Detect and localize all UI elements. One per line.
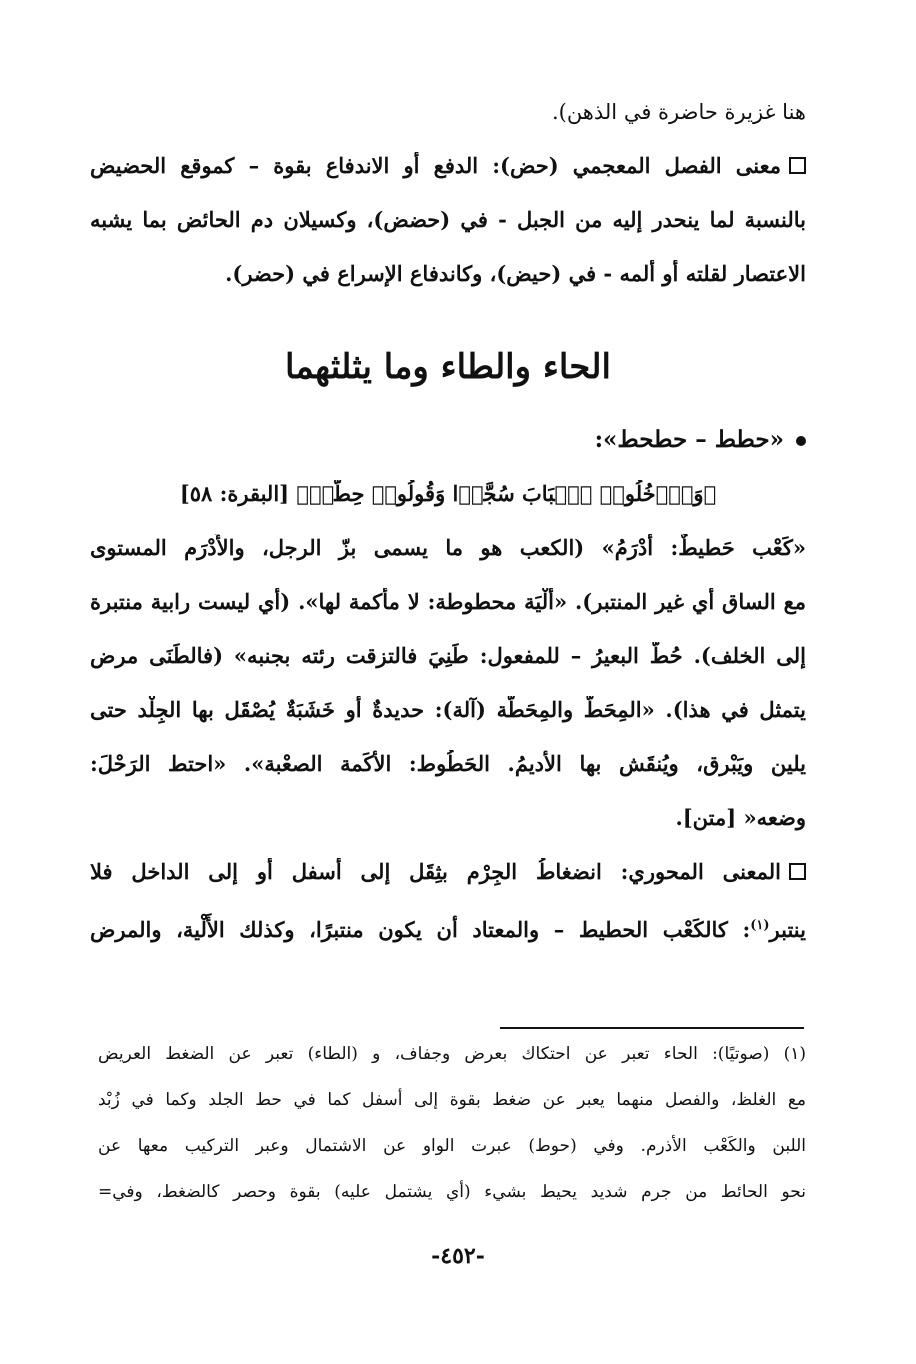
entry-title: «حطط – حطحط»:	[594, 426, 784, 453]
footnote-ref[interactable]: (١)	[750, 918, 770, 933]
entry-block	[90, 426, 806, 946]
checkbox-icon	[789, 157, 806, 174]
text-span: ينتبر	[769, 917, 806, 942]
main-text	[90, 98, 806, 294]
text-span: : كالكَعْب الحطيط – والمعتاد أن يكون منتبرًا، وكذلك الأَلْية، والمرض	[90, 917, 751, 942]
bullet-icon	[796, 436, 806, 446]
footnote-divider	[500, 1027, 804, 1029]
page-number: -٤٥٢-	[431, 1243, 485, 1269]
entry-line: يتمثل في هذا). «المِحَطّ والمِحَطّة (آلة): حديدةٌ أو خَشَبَةٌ يُصْقَل بها الجِلْد حتى	[90, 697, 806, 722]
entry-line: يلين ويَبْرق، ويُنقَش بها الأديمُ. الحَطُوط: الأكَمة الصعْبة». «احتط الرَحْلَ:	[90, 751, 806, 776]
footnote-line: مع الغلظ، والفصل منهما يعبر عن ضغط بقوة إلى أسفل كما في حط الجلد وكما في زُبْد	[98, 1090, 806, 1110]
entry-line: «كَعْب حَطيطٌ: أَدْرَمُ» (الكعب هو ما يسمى بزّ الرجل، والأَدْرَم المستوى	[90, 535, 806, 560]
footnotes	[98, 1042, 806, 1204]
text-span: المعنى المحوري: انضغاطُ الجِرْم بثِقَل إلى أسفل أو إلى الداخل فلا	[90, 859, 781, 884]
footnote-line: نحو الحائط من جرم شديد يحيط بشيء (أي يشتمل عليه) بقوة وحصر كالضغط، وفي=	[98, 1182, 806, 1202]
text-line: الاعتصار لقلته أو ألمه - في (حيض)، وكاندفاع الإسراع في (حضر).	[225, 261, 806, 286]
entry-line: مع الساق أي غير المنتبر). «أَلْيَة محطوطة: لا مأكمة لها». (أي ليست رابية منتبرة	[90, 589, 806, 614]
text-line: بالنسبة لما ينحدر إليه من الجبل - في (حضض)، وكسيلان دم الحائض بما يشبه	[90, 207, 806, 232]
core-meaning-line	[90, 912, 806, 946]
entry-line: إلى الخلف). حُطّ البعيرُ – للمفعول: طَنِيَ فالتزقت رئته بجنبه» (فالطَنَى مرض	[90, 643, 806, 668]
text-span: معنى الفصل المعجمي (حض): الدفع أو الاندفاع بقوة – كموقع الحضيض	[90, 153, 781, 178]
lexical-meaning-line	[90, 152, 806, 186]
entry-title-line	[90, 426, 806, 460]
section-heading: الحاء والطاء وما يثلثهما	[285, 347, 611, 387]
core-meaning-line	[90, 858, 806, 892]
text-line: هنا غزيرة حاضرة في الذهن).	[551, 100, 806, 124]
checkbox-icon	[789, 863, 806, 880]
footnote-line: (١) (صوتيًا): الحاء تعبر عن احتكاك بعرض وجفاف، و (الطاء) تعبر عن الضغط العريض	[98, 1044, 806, 1064]
entry-line: وضعه« [متن].	[675, 805, 806, 830]
footnote-line: اللبن والكَعْب الأَذرم. وفي (حوط) عبرت الواو عن الاشتمال وعبر التركيب معها عن	[98, 1136, 806, 1156]
quran-verse: ﴿وَٱدۡخُلُوا۟ ٱلۡبَابَ سُجَّدࣰا وَقُولُوا۟ حِطَّةࣱ﴾ [البقرة: ٥٨]	[179, 481, 717, 506]
